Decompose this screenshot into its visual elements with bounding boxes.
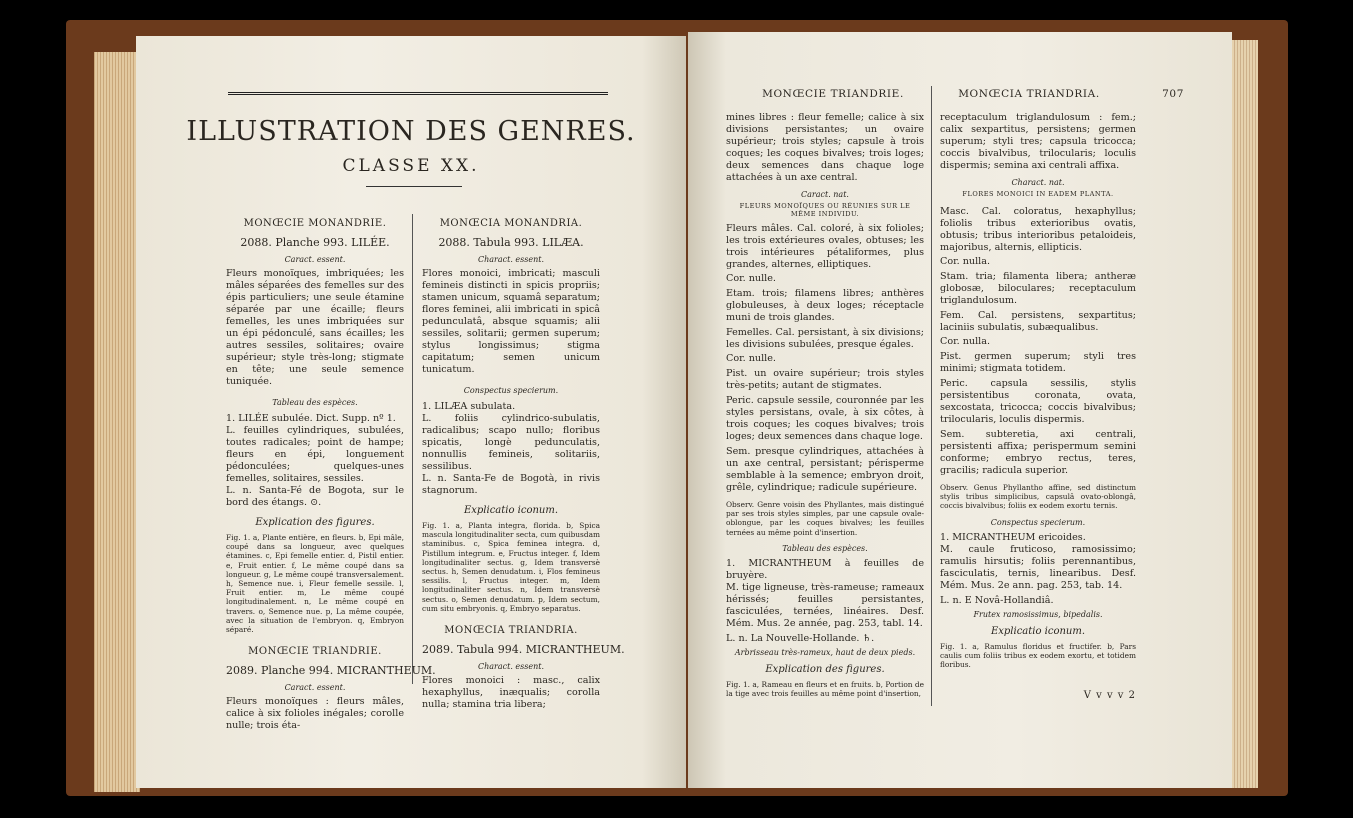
genus-heading: MONŒCIE MONANDRIE. xyxy=(243,218,387,229)
cont-text: receptaculum triglandulosum : fem.; calix sexpartitus, persistens; germen superum; styli tres; capsula tricocca; coccis bivalvibus, trilocularis; loculis dispermis; semina axi centrali affixa. xyxy=(940,112,1136,171)
char-femelles: Femelles. Cal. persistant, à six divisions; les divisions subulées, presque égales. xyxy=(726,327,924,350)
genus-number: 2088. Planche 993. LILÉE. xyxy=(240,236,390,249)
genus2-caract-label: Caract. essent. xyxy=(284,683,346,693)
species-name: 1. LILÆA subulata. xyxy=(422,401,516,412)
explication-label: Explicatio iconum. xyxy=(463,505,559,516)
species-name: 1. MICRANTHEUM à feuilles de bruyère. xyxy=(726,557,924,581)
caract-sub: FLORES MONOICI IN EADEM PLANTA. xyxy=(962,190,1114,198)
explication-label: Explication des figures. xyxy=(255,517,375,528)
explication-text: Fig. 1. a, Rameau en fleurs et en fruits. b, Portion de la tige avec trois feuilles au même point d'insertion, xyxy=(726,679,924,699)
tableau-label: Tableau des espèces. xyxy=(272,398,358,407)
char-corolle: Cor. nulle. xyxy=(726,273,776,284)
char-etamines: Etam. trois; filamens libres; anthères globuleuses, à deux loges; réceptacle muni de trois glandes. xyxy=(726,288,924,323)
genus-number: 2088. Tabula 993. LILÆA. xyxy=(438,236,584,249)
char-corolla-fem: Cor. nulla. xyxy=(940,336,991,347)
char-pericarpium: Peric. capsula sessilis, stylis persistentibus coronata, ovata, sexcostata, tricocca; coccis bivalvibus; trilocularis, loculis dispermis. xyxy=(940,378,1136,425)
caract-label: Charact. essent. xyxy=(477,255,544,264)
char-stamina: Stam. tria; filamenta libera; antheræ globosæ, biloculares; receptaculum triglandulosum. xyxy=(940,271,1136,306)
main-title: ILLUSTRATION DES GENRES. xyxy=(186,116,636,147)
title-rule xyxy=(366,186,462,187)
species-text: L. feuilles cylindriques, subulées, toutes radicales; point de hampe; fleurs en épi, longuement pédonculées; quelques-unes femelles, solitaires, sessiles. xyxy=(226,425,404,484)
char-semina: Sem. subteretia, axi centrali, persistenti affixa; perispermum semini conforme; embryo rectus, teres, gracilis; radicula superior. xyxy=(940,429,1136,476)
tableau-label: Conspectus specierum. xyxy=(463,386,559,395)
caract-label: Caract. essent. xyxy=(284,255,346,264)
class-title: CLASSE XX. xyxy=(342,156,480,176)
caract-text: Fleurs monoïques, imbriquées; les mâles séparées des femelles sur des épis particuliers; une seule étamine séparée par une écaille; fleurs femelles, les unes imbriquées sur un épi pédonculé, sans écailles; les autres sessiles, solitaires; ovaire supérieur; style très-long; stigmate en tête; une seule semence tuniquée. xyxy=(226,268,404,387)
column-divider xyxy=(412,214,413,684)
species-name: 1. LILÉE subulée. Dict. Supp. nº 1. xyxy=(226,413,396,424)
species-text: L. foliis cylindrico-subulatis, radicalibus; scapo nullo; floribus spicatis, longè pedunculatis, nonnullis femineis, solitariis, sessilibus. xyxy=(422,413,600,472)
species-locality: L. n. La Nouvelle-Hollande. ♄. xyxy=(726,632,875,644)
genus2-number: 2089. Planche 994. MICRANTHEUM. xyxy=(226,664,436,678)
explication-text: Fig. 1. a, Plante entière, en fleurs. b, Epi mâle, coupé dans sa longueur, avec quelques étamines. c, Epi femelle entier. d, Pistil entier. e, Fruit entier. f, Le même coupé dans sa longueur. g, Le même coupé transversalement. h, Semence nue. i, Fleur femelle sessile. l, Fruit entier. m, Le même coupé longitudinalement. n, Le même coupé en travers. o, Semence nue. p, La même coupée, avec la situation de l'embryon. q, Embryon séparé. xyxy=(226,533,404,635)
page-edges-right xyxy=(1228,40,1258,788)
explication-text: Fig. 1. a, Planta integra, florida. b, Spica mascula longitudinaliter secta, cum quibusdam staminibus. c, Spica feminea integra. d, Pistillum integrum. e, Fructus integer. f, Idem longitudinaliter sectus. g, Idem transversè sectus. h, Semen denudatum. i, Flos femineus sessilis. l, Fructus integer. m, Idem longitudinaliter sectus. n, Idem transversè sectus. o, Semen denudatum. p, Idem sectum, cum situ embryonis. q, Embryo separatus. xyxy=(422,521,600,613)
char-fleurs-males: Fleurs mâles. Cal. coloré, à six folioles; les trois extérieures ovales, obtuses; les trois intérieures pétaliformes, plus grandes, alternes, elliptiques. xyxy=(726,223,924,270)
species-name: 1. MICRANTHEUM ericoides. xyxy=(940,531,1086,543)
genus2-caract-text: Fleurs monoïques : fleurs mâles, calice à six folioles inégales; corolle nulle; trois éta- xyxy=(226,696,404,732)
left-page xyxy=(136,36,686,788)
genus2-caract-text: Flores monoici : masc., calix hexaphyllus, inæqualis; corolla nulla; stamina tria libera; xyxy=(422,675,600,711)
page-edges-left xyxy=(94,52,140,792)
running-head-la: MONŒCIA TRIANDRIA. xyxy=(958,88,1100,100)
page-number: 707 xyxy=(1162,88,1184,100)
species-note: Frutex ramosissimus, bipedalis. xyxy=(973,609,1103,619)
caract-sub: FLEURS MONOÏQUES OU RÉUNIES SUR LE MÊME INDIVIDU. xyxy=(739,202,911,218)
observation: Observ. Genus Phyllantho affine, sed distinctum stylis tribus simplicibus, capsulâ ovato-oblongâ, coccis bivalvibus; foliis ex eodem exortu ternis. xyxy=(940,483,1136,511)
genus2-caract-label: Charact. essent. xyxy=(477,662,544,672)
column-divider xyxy=(931,86,932,706)
right-fr-column xyxy=(726,112,924,698)
caract-label: Caract. nat. xyxy=(801,190,849,199)
genus-heading: MONŒCIA MONANDRIA. xyxy=(439,218,583,229)
signature-mark: V v v v 2 xyxy=(1083,690,1136,701)
species-text: M. tige ligneuse, très-rameuse; rameaux hérissés; feuilles persistantes, fasciculées, ternées, linéaires. Desf. Mém. Mus. 2e année, pag. 253, tabl. 14. xyxy=(726,581,924,629)
genus2-heading: MONŒCIA TRIANDRIA. xyxy=(444,625,578,637)
observation: Observ. Genre voisin des Phyllantes, mais distingué par ses trois styles simples, par une capsule ovale-oblongue, par les coques bivalves; les feuilles ternées au même point d'insertion. xyxy=(726,500,924,537)
char-corolle-fem: Cor. nulle. xyxy=(726,353,776,364)
explication-label: Explication des figures. xyxy=(765,663,885,675)
tableau-label: Conspectus specierum. xyxy=(990,517,1086,527)
right-page xyxy=(688,32,1232,788)
right-la-column xyxy=(940,112,1136,701)
char-pistillum: Pist. germen superum; styli tres minimi; stigmata totidem. xyxy=(940,351,1136,374)
top-rule xyxy=(228,92,608,95)
char-pistil: Pist. un ovaire supérieur; trois styles très-petits; autant de stigmates. xyxy=(726,368,924,391)
species-text: M. caule fruticoso, ramosissimo; ramulis hirsutis; foliis perennantibus, fasciculatis, ternis, linearibus. Desf. Mém. Mus. 2e ann. pag. 253, tab. 14. xyxy=(940,543,1136,591)
tableau-label: Tableau des espèces. xyxy=(782,543,868,553)
genus2-number: 2089. Tabula 994. MICRANTHEUM. xyxy=(422,643,625,657)
caract-text: Flores monoici, imbricati; masculi femineis distincti in spicis propriis; stamen unicum, squamâ separatum; flores feminei, alii imbricati in spicâ pedunculatâ, absque squamis; alii sessiles, solitarii; germen superum; stylus longissimus; stigma capitatum; semen unicum tunicatum. xyxy=(422,268,600,375)
species-locality: L. n. Santa-Fé de Bogota, sur le bord des étangs. ⊙. xyxy=(226,485,404,508)
species-note: Arbrisseau très-rameux, haut de deux pieds. xyxy=(734,647,916,657)
species-locality: L. n. Santa-Fe de Bogotà, in rivis stagnorum. xyxy=(422,473,600,496)
char-semences: Sem. presque cylindriques, attachées à un axe central, persistant; périsperme semblable à la semence; embryon droit, grêle, cylindrique; radicule supérieure. xyxy=(726,446,924,493)
explication-text: Fig. 1. a, Ramulus floridus et fructifer. b, Pars caulis cum foliis tribus ex eodem exortu, et totidem floribus. xyxy=(940,641,1136,670)
caract-label: Charact. nat. xyxy=(1011,178,1065,187)
char-corolla: Cor. nulla. xyxy=(940,256,991,267)
left-fr-column xyxy=(226,218,436,732)
char-fem: Fem. Cal. persistens, sexpartitus; laciniis subulatis, subæqualibus. xyxy=(940,310,1136,333)
running-head-fr: MONŒCIE TRIANDRIE. xyxy=(762,88,904,100)
species-locality: L. n. E Novâ-Hollandiâ. xyxy=(940,594,1054,606)
explication-label: Explicatio iconum. xyxy=(990,625,1086,637)
char-pericarpe: Peric. capsule sessile, couronnée par les styles persistans, ovale, à six côtes, à trois coques; les coques bivalves; trois loges; deux semences dans chaque loge. xyxy=(726,395,924,442)
genus2-heading: MONŒCIE TRIANDRIE. xyxy=(248,646,382,658)
left-la-column xyxy=(422,218,625,711)
cont-text: mines libres : fleur femelle; calice à six divisions persistantes; un ovaire supérieur; trois styles; capsule à trois coques; les coques bivalves; trois loges; deux semences dans chaque loge attachées à un axe central. xyxy=(726,112,924,183)
char-masc: Masc. Cal. coloratus, hexaphyllus; foliolis tribus exterioribus ovatis, obtusis; tribus interioribus petaloideis, majoribus, alternis, ellipticis. xyxy=(940,206,1136,253)
